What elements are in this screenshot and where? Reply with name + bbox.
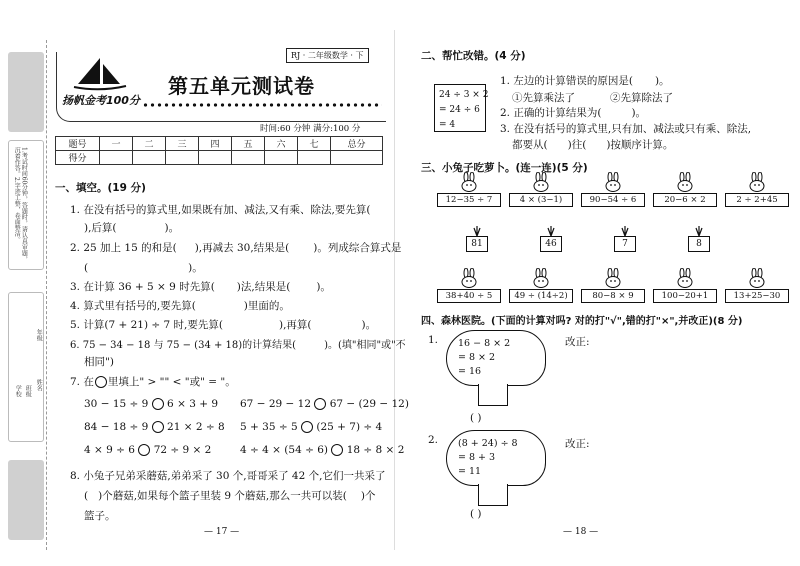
- q6-line2: 相同"): [84, 356, 114, 368]
- tree-2-trunk: [478, 484, 508, 506]
- side-school: 学校: [14, 385, 22, 397]
- score-input[interactable]: [100, 151, 133, 165]
- calc-line: = 4: [439, 120, 456, 130]
- tree-2-answer[interactable]: ( ): [470, 508, 482, 520]
- r1-option-1[interactable]: ①先算乘法了: [512, 92, 575, 104]
- carrot-card[interactable]: [686, 226, 712, 256]
- compare-row-2-left: [84, 421, 225, 433]
- r3-line2: [512, 137, 673, 152]
- q2-line1: [70, 240, 401, 255]
- tree-1-trunk: [478, 384, 508, 406]
- score-input[interactable]: [199, 151, 232, 165]
- q5-text2: ),再算(: [279, 319, 312, 331]
- rabbit-icon: [457, 172, 481, 192]
- score-cell: 总分: [331, 137, 383, 151]
- compare-row-3-right: [240, 444, 404, 456]
- r3-text3: )按顺序计算。: [606, 139, 674, 151]
- tree-calc-line: (8 + 24) ÷ 8: [458, 438, 518, 449]
- q7-line: [70, 374, 236, 389]
- rabbit-icon: [673, 268, 697, 288]
- q5-text1: 5. 计算(7 + 21) ÷ 7 时,要先算(: [70, 319, 223, 331]
- fold-line: [46, 40, 47, 550]
- compare-circle[interactable]: [138, 444, 150, 456]
- score-cell: 得分: [56, 151, 100, 165]
- tree-1-number: 1.: [428, 334, 439, 346]
- q8-close: )个: [360, 490, 376, 502]
- q6-line1: [70, 336, 406, 351]
- rabbit-expression-box[interactable]: 4 × (3−1): [509, 193, 573, 207]
- score-input[interactable]: [232, 151, 265, 165]
- q1-line2: [84, 220, 179, 235]
- compare-expr: 67 − (29 − 12): [329, 398, 409, 410]
- q3-line: [70, 279, 331, 294]
- score-input[interactable]: [331, 151, 383, 165]
- rabbit-expression-box[interactable]: 100−20+1: [653, 289, 717, 303]
- q8-open: (: [84, 490, 89, 502]
- tree-2-calc: [458, 437, 518, 479]
- carrot-value: 7: [614, 236, 636, 252]
- q4-text1: 4. 算式里有括号的,要先算(: [70, 300, 196, 312]
- carrot-leaves-icon: [612, 226, 638, 236]
- q3-text1: 3. 在计算 36 + 5 × 9 时先算(: [70, 281, 215, 293]
- q1-line1: [70, 202, 414, 217]
- compare-expr: 4 × 9 ÷ 6: [84, 444, 135, 456]
- compare-expr: 5 + 35 ÷ 5: [240, 421, 298, 433]
- rabbit-expression-box[interactable]: 38+40 ÷ 5: [437, 289, 501, 303]
- compare-expr: 72 ÷ 9 × 2: [153, 444, 212, 456]
- rabbit-icon: [745, 172, 769, 192]
- q2-text3: )。列成综合算式是: [313, 242, 402, 254]
- grade-tag: RJ · 二年级数学 · 下: [286, 48, 369, 63]
- sailboat-logo-icon: [70, 56, 130, 92]
- compare-circle[interactable]: [152, 398, 164, 410]
- carrot-value: 46: [540, 236, 562, 252]
- tree-2-number: 2.: [428, 434, 439, 446]
- compare-expr: 21 × 2 ÷ 8: [167, 421, 225, 433]
- tree-2-fix-label: 改正:: [565, 438, 590, 450]
- q2-close: )。: [188, 262, 203, 274]
- tree-calc-line: = 11: [458, 466, 482, 477]
- r3-line1: 3. 在没有括号的算式里,只有加、减法或只有乘、除法,: [500, 123, 752, 135]
- carrot-leaves-icon: [464, 226, 490, 236]
- tree-1-fix-label: 改正:: [565, 336, 590, 348]
- compare-expr: 67 − 29 − 12: [240, 398, 312, 410]
- q8-line3: 篮子。: [84, 510, 116, 522]
- compare-row-2-right: [240, 421, 382, 433]
- page-number-right: — 18 —: [563, 527, 599, 537]
- q6-text2: )。(填"相同"或"不: [324, 340, 406, 351]
- q7-text2: 里填上" > "" < "或" = "。: [107, 376, 236, 388]
- side-grade: 年级: [35, 329, 43, 341]
- q2-text1: 2. 25 加上 15 的和是(: [70, 242, 177, 254]
- q3-text2: )法,结果是(: [236, 281, 291, 293]
- r1-text: 1. 左边的计算错误的原因是(: [500, 75, 633, 87]
- carrot-value: 8: [688, 236, 710, 252]
- carrot-value: 81: [466, 236, 488, 252]
- score-cell: 一: [100, 137, 133, 151]
- compare-circle[interactable]: [152, 421, 164, 433]
- side-class: 班级: [24, 385, 32, 397]
- q2-text2: ),再减去 30,结果是(: [194, 242, 290, 254]
- rabbit-expression-box[interactable]: 2 ÷ 2+45: [725, 193, 789, 207]
- rabbit-expression-box[interactable]: 13+25−30: [725, 289, 789, 303]
- compare-expr: 84 − 18 ÷ 9: [84, 421, 149, 433]
- side-strip-top: [8, 52, 44, 132]
- rabbit-icon: [673, 172, 697, 192]
- score-input[interactable]: [298, 151, 331, 165]
- q4-line: [70, 298, 290, 313]
- q8-line1: 8. 小兔子兄弟采蘑菇,弟弟采了 30 个,哥哥采了 42 个,它们一共采了: [70, 470, 386, 482]
- side-name: 姓名: [35, 379, 43, 391]
- section-3-heading: 三、小兔子吃萝卜。(连一连)(5 分): [421, 162, 588, 174]
- score-cell: 三: [166, 137, 199, 151]
- score-cell: 题号: [56, 137, 100, 151]
- score-input[interactable]: [166, 151, 199, 165]
- score-input[interactable]: [265, 151, 298, 165]
- compare-circle[interactable]: [314, 398, 326, 410]
- q3-text3: )。: [316, 281, 331, 293]
- logo-text: 扬帆金考100分: [62, 94, 140, 107]
- q8-line2: [84, 488, 375, 503]
- carrot-card[interactable]: [538, 226, 564, 256]
- q1-text2: ),后算(: [84, 222, 117, 234]
- tree-calc-line: = 8 × 2: [458, 352, 496, 363]
- q6-text1: 6. 75 − 34 − 18 与 75 − (34 + 18)的计算结果(: [70, 340, 297, 351]
- r1-close: )。: [654, 75, 670, 87]
- r3-text2: )往(: [567, 139, 587, 151]
- rabbit-expression-box[interactable]: 20−6 × 2: [653, 193, 717, 207]
- section-4-heading: 四、森林医院。(下面的计算对吗? 对的打"√",错的打"×",并改正)(8 分): [421, 316, 743, 327]
- compare-row-1-left: [84, 398, 218, 410]
- calc-line: 24 ÷ 3 × 2: [439, 90, 489, 100]
- tree-calc-line: 16 − 8 × 2: [458, 338, 511, 349]
- compare-row-1-right: [240, 398, 409, 410]
- q5-text3: )。: [361, 319, 377, 331]
- q1-text: 1. 在没有括号的算式里,如果既有加、减法,又有乘、除法,要先算(: [70, 204, 371, 216]
- compare-expr: (25 + 7) ÷ 4: [316, 421, 383, 433]
- tree-1-calc: [458, 337, 510, 379]
- score-row-values: [56, 151, 383, 165]
- rabbit-icon: [529, 172, 553, 192]
- side-notice: 1.考试时间60分钟，答题时，请认真审题，沉着作答。2.字迹工整，卷面整洁。: [13, 147, 28, 263]
- q5-line: [70, 317, 376, 332]
- compare-expr: 30 − 15 ÷ 9: [84, 398, 149, 410]
- compare-expr: 4 ÷ 4 × (54 ÷ 6): [240, 444, 329, 456]
- side-info-box: [8, 292, 44, 442]
- score-input[interactable]: [133, 151, 166, 165]
- carrot-leaves-icon: [538, 226, 564, 236]
- q7-text1: 7. 在: [70, 376, 94, 388]
- section-1-heading: 一、填空。(19 分): [55, 182, 146, 194]
- rabbit-expression-box[interactable]: 12−35 ÷ 7: [437, 193, 501, 207]
- calc-line: = 24 ÷ 6: [439, 105, 480, 115]
- rabbit-icon: [745, 268, 769, 288]
- dots-divider: [142, 102, 382, 108]
- carrot-card[interactable]: [464, 226, 490, 256]
- side-strip-bottom: [8, 460, 44, 540]
- r1-option-2[interactable]: ②先算除法了: [610, 92, 673, 104]
- r2-text: 2. 正确的计算结果为(: [500, 107, 602, 119]
- rabbit-icon: [601, 268, 625, 288]
- compare-expr: 18 ÷ 8 × 2: [346, 444, 405, 456]
- rabbit-icon: [457, 268, 481, 288]
- q1-end: )。: [164, 222, 180, 234]
- section-2-heading: 二、帮忙改错。(4 分): [421, 50, 526, 62]
- compare-circle[interactable]: [331, 444, 343, 456]
- score-cell: 五: [232, 137, 265, 151]
- q2-line2: [84, 260, 203, 275]
- q2-open: (: [84, 262, 89, 274]
- r2-line: [500, 105, 646, 120]
- tree-calc-line: = 16: [458, 366, 482, 377]
- rabbit-icon: [601, 172, 625, 192]
- rabbit-icon: [529, 268, 553, 288]
- tree-1-answer[interactable]: ( ): [470, 412, 482, 424]
- rabbit-expression-box[interactable]: 49 ÷ (14÷2): [509, 289, 573, 303]
- score-table: [55, 136, 383, 165]
- score-cell: 七: [298, 137, 331, 151]
- page-divider: [394, 30, 395, 550]
- carrot-leaves-icon: [686, 226, 712, 236]
- score-cell: 四: [199, 137, 232, 151]
- carrot-card[interactable]: [612, 226, 638, 256]
- compare-row-3-left: [84, 444, 211, 456]
- tree-calc-line: = 8 + 3: [458, 452, 496, 463]
- score-cell: 六: [265, 137, 298, 151]
- q4-text2: )里面的。: [243, 300, 290, 312]
- time-info: 时间:60 分钟 满分:100 分: [260, 124, 361, 134]
- page-title: 第五单元测试卷: [168, 74, 315, 98]
- page-number-left: — 17 —: [204, 527, 240, 537]
- wrong-calc-box: [434, 84, 489, 132]
- r2-close: )。: [631, 107, 647, 119]
- compare-circle[interactable]: [301, 421, 313, 433]
- score-cell: 二: [133, 137, 166, 151]
- q8-text: )个蘑菇,如果每个篮子里装 9 个蘑菇,那么一共可以装(: [98, 490, 347, 502]
- r1-line: [500, 73, 670, 88]
- compare-expr: 6 × 3 + 9: [167, 398, 219, 410]
- side-notice-box: [8, 140, 44, 270]
- score-row-header: [56, 137, 383, 151]
- rabbit-expression-box[interactable]: 80−8 × 9: [581, 289, 645, 303]
- r3-text1: 都要从(: [512, 139, 548, 151]
- rabbit-expression-box[interactable]: 90−54 ÷ 6: [581, 193, 645, 207]
